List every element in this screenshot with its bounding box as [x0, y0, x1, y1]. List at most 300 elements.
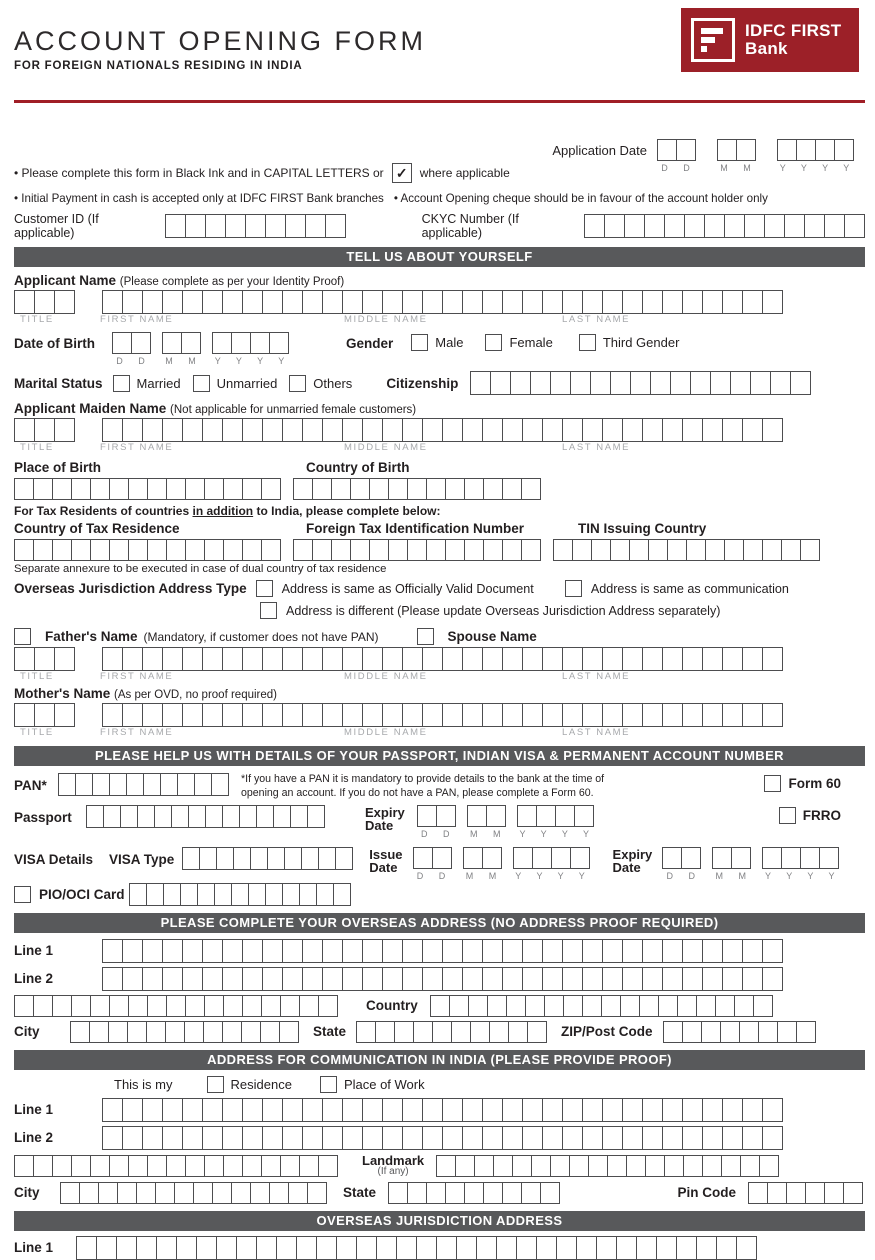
char-box[interactable] [128, 1155, 148, 1177]
char-box[interactable] [722, 1126, 743, 1150]
country-of-birth-input[interactable] [293, 478, 541, 500]
passport-expiry-mm-boxes[interactable] [467, 805, 506, 827]
char-box[interactable] [542, 290, 563, 314]
visa-type-input[interactable] [182, 847, 353, 870]
char-box[interactable] [522, 939, 543, 963]
char-box[interactable] [493, 1155, 513, 1177]
char-box[interactable] [269, 1182, 289, 1204]
char-box[interactable] [34, 647, 55, 671]
char-box[interactable] [602, 1126, 623, 1150]
char-box[interactable] [562, 703, 583, 727]
char-box[interactable] [622, 418, 643, 442]
char-box[interactable] [265, 883, 283, 906]
char-box[interactable] [312, 478, 332, 500]
applicant-title-input[interactable] [14, 290, 75, 314]
char-box[interactable] [722, 418, 743, 442]
char-box[interactable] [222, 1126, 243, 1150]
char-box[interactable] [522, 1098, 543, 1122]
jurisdiction-line1-input[interactable] [76, 1236, 757, 1260]
char-box[interactable] [422, 290, 443, 314]
char-box[interactable] [162, 967, 183, 991]
char-box[interactable] [103, 805, 121, 828]
char-box[interactable] [302, 967, 323, 991]
dob-mm-boxes[interactable] [162, 332, 201, 354]
char-box[interactable] [402, 703, 423, 727]
char-box[interactable] [284, 847, 302, 870]
char-box[interactable] [742, 967, 763, 991]
char-box[interactable] [834, 139, 854, 161]
char-box[interactable] [626, 1155, 646, 1177]
char-box[interactable] [482, 1098, 503, 1122]
char-box[interactable] [426, 539, 446, 561]
char-box[interactable] [442, 418, 463, 442]
visa-expiry-mm-boxes[interactable] [712, 847, 751, 869]
char-box[interactable] [33, 1155, 53, 1177]
char-box[interactable] [205, 805, 223, 828]
char-box[interactable] [302, 703, 323, 727]
char-box[interactable] [682, 1126, 703, 1150]
char-box[interactable] [342, 967, 363, 991]
char-box[interactable] [662, 847, 682, 869]
char-box[interactable] [120, 805, 138, 828]
char-box[interactable] [662, 967, 683, 991]
char-box[interactable] [71, 1155, 91, 1177]
char-box[interactable] [196, 1236, 217, 1260]
char-box[interactable] [375, 1021, 395, 1043]
overseas-state-input[interactable] [356, 1021, 547, 1043]
char-box[interactable] [382, 703, 403, 727]
visa-issue-dd-boxes[interactable] [413, 847, 452, 869]
char-box[interactable] [705, 539, 725, 561]
char-box[interactable] [743, 539, 763, 561]
oja-same-as-ovd-checkbox[interactable] [256, 580, 273, 597]
char-box[interactable] [712, 847, 732, 869]
char-box[interactable] [174, 1182, 194, 1204]
overseas-zip-input[interactable] [663, 1021, 816, 1043]
char-box[interactable] [316, 1236, 337, 1260]
char-box[interactable] [242, 647, 263, 671]
char-box[interactable] [262, 290, 283, 314]
char-box[interactable] [222, 418, 243, 442]
char-box[interactable] [71, 995, 91, 1017]
char-box[interactable] [204, 539, 224, 561]
char-box[interactable] [322, 418, 343, 442]
char-box[interactable] [307, 805, 325, 828]
char-box[interactable] [396, 1236, 417, 1260]
char-box[interactable] [147, 539, 167, 561]
char-box[interactable] [102, 939, 123, 963]
char-box[interactable] [582, 967, 603, 991]
char-box[interactable] [242, 1126, 263, 1150]
char-box[interactable] [122, 647, 143, 671]
char-box[interactable] [142, 939, 163, 963]
char-box[interactable] [739, 1021, 759, 1043]
char-box[interactable] [462, 647, 483, 671]
place-of-work-checkbox[interactable] [320, 1076, 337, 1093]
char-box[interactable] [293, 539, 313, 561]
char-box[interactable] [556, 1236, 577, 1260]
country-of-tax-residence-input[interactable] [14, 539, 281, 561]
char-box[interactable] [702, 703, 723, 727]
char-box[interactable] [562, 1098, 583, 1122]
char-box[interactable] [162, 290, 183, 314]
char-box[interactable] [502, 647, 523, 671]
char-box[interactable] [301, 847, 319, 870]
char-box[interactable] [525, 995, 545, 1017]
char-box[interactable] [422, 647, 443, 671]
char-box[interactable] [786, 1182, 806, 1204]
char-box[interactable] [596, 1236, 617, 1260]
char-box[interactable] [102, 703, 123, 727]
char-box[interactable] [242, 478, 262, 500]
char-box[interactable] [362, 290, 383, 314]
char-box[interactable] [517, 805, 537, 827]
char-box[interactable] [777, 1021, 797, 1043]
char-box[interactable] [742, 418, 763, 442]
char-box[interactable] [462, 290, 483, 314]
char-box[interactable] [331, 478, 351, 500]
char-box[interactable] [282, 647, 303, 671]
char-box[interactable] [163, 883, 181, 906]
char-box[interactable] [502, 418, 523, 442]
char-box[interactable] [202, 290, 223, 314]
char-box[interactable] [582, 995, 602, 1017]
overseas-line3-input[interactable] [14, 995, 338, 1017]
char-box[interactable] [636, 1236, 657, 1260]
char-box[interactable] [280, 1155, 300, 1177]
char-box[interactable] [212, 332, 232, 354]
char-box[interactable] [702, 939, 723, 963]
char-box[interactable] [516, 1236, 537, 1260]
char-box[interactable] [804, 214, 825, 238]
passport-number-input[interactable] [86, 805, 325, 828]
char-box[interactable] [265, 214, 286, 238]
char-box[interactable] [182, 647, 203, 671]
char-box[interactable] [305, 214, 326, 238]
char-box[interactable] [676, 1236, 697, 1260]
char-box[interactable] [185, 995, 205, 1017]
char-box[interactable] [521, 478, 541, 500]
char-box[interactable] [562, 418, 583, 442]
char-box[interactable] [602, 939, 623, 963]
char-box[interactable] [282, 883, 300, 906]
char-box[interactable] [402, 290, 423, 314]
char-box[interactable] [662, 647, 683, 671]
char-box[interactable] [602, 290, 623, 314]
char-box[interactable] [362, 1126, 383, 1150]
char-box[interactable] [302, 290, 323, 314]
char-box[interactable] [262, 939, 283, 963]
char-box[interactable] [722, 703, 743, 727]
char-box[interactable] [762, 703, 783, 727]
char-box[interactable] [142, 418, 163, 442]
char-box[interactable] [432, 1021, 452, 1043]
char-box[interactable] [462, 967, 483, 991]
pio-oci-checkbox[interactable] [14, 886, 31, 903]
char-box[interactable] [299, 995, 319, 1017]
char-box[interactable] [463, 847, 483, 869]
char-box[interactable] [630, 371, 651, 395]
char-box[interactable] [248, 883, 266, 906]
char-box[interactable] [204, 478, 224, 500]
char-box[interactable] [506, 995, 526, 1017]
char-box[interactable] [362, 1098, 383, 1122]
char-box[interactable] [512, 1155, 532, 1177]
char-box[interactable] [710, 371, 731, 395]
char-box[interactable] [682, 1098, 703, 1122]
char-box[interactable] [550, 1155, 570, 1177]
char-box[interactable] [722, 967, 743, 991]
char-box[interactable] [777, 139, 797, 161]
char-box[interactable] [642, 1098, 663, 1122]
char-box[interactable] [350, 478, 370, 500]
char-box[interactable] [216, 1236, 237, 1260]
char-box[interactable] [302, 647, 323, 671]
char-box[interactable] [496, 1236, 517, 1260]
char-box[interactable] [92, 773, 110, 796]
spouse-name-checkbox[interactable] [417, 628, 434, 645]
char-box[interactable] [442, 647, 463, 671]
char-box[interactable] [382, 1098, 403, 1122]
char-box[interactable] [14, 290, 35, 314]
char-box[interactable] [197, 883, 215, 906]
char-box[interactable] [214, 883, 232, 906]
third-gender-checkbox[interactable] [579, 334, 596, 351]
char-box[interactable] [582, 703, 603, 727]
char-box[interactable] [622, 703, 643, 727]
char-box[interactable] [462, 1098, 483, 1122]
char-box[interactable] [602, 647, 623, 671]
char-box[interactable] [422, 1126, 443, 1150]
char-box[interactable] [451, 1021, 471, 1043]
place-of-birth-input[interactable] [14, 478, 281, 500]
char-box[interactable] [542, 967, 563, 991]
char-box[interactable] [312, 539, 332, 561]
char-box[interactable] [436, 1155, 456, 1177]
unmarried-checkbox[interactable] [193, 375, 210, 392]
char-box[interactable] [256, 1236, 277, 1260]
char-box[interactable] [402, 1098, 423, 1122]
char-box[interactable] [342, 290, 363, 314]
india-state-input[interactable] [388, 1182, 560, 1204]
char-box[interactable] [758, 1021, 778, 1043]
char-box[interactable] [662, 290, 683, 314]
char-box[interactable] [416, 1236, 437, 1260]
char-box[interactable] [644, 214, 665, 238]
char-box[interactable] [136, 1182, 156, 1204]
char-box[interactable] [467, 805, 487, 827]
char-box[interactable] [462, 418, 483, 442]
dob-yyyy-boxes[interactable] [212, 332, 289, 354]
char-box[interactable] [256, 805, 274, 828]
char-box[interactable] [736, 139, 756, 161]
char-box[interactable] [262, 647, 283, 671]
mother-title-input[interactable] [14, 703, 75, 727]
char-box[interactable] [112, 332, 132, 354]
char-box[interactable] [784, 214, 805, 238]
char-box[interactable] [250, 847, 268, 870]
char-box[interactable] [470, 371, 491, 395]
char-box[interactable] [233, 847, 251, 870]
char-box[interactable] [742, 290, 763, 314]
char-box[interactable] [482, 967, 503, 991]
char-box[interactable] [407, 478, 427, 500]
char-box[interactable] [182, 1098, 203, 1122]
char-box[interactable] [52, 1155, 72, 1177]
fathers-name-checkbox[interactable] [14, 628, 31, 645]
char-box[interactable] [14, 539, 34, 561]
char-box[interactable] [843, 1182, 863, 1204]
char-box[interactable] [356, 1021, 376, 1043]
char-box[interactable] [342, 703, 363, 727]
char-box[interactable] [203, 1021, 223, 1043]
char-box[interactable] [521, 1182, 541, 1204]
char-box[interactable] [202, 967, 223, 991]
char-box[interactable] [702, 290, 723, 314]
char-box[interactable] [502, 539, 522, 561]
char-box[interactable] [544, 995, 564, 1017]
char-box[interactable] [242, 1155, 262, 1177]
applicant-fullname-input[interactable] [102, 290, 783, 314]
char-box[interactable] [607, 1155, 627, 1177]
char-box[interactable] [562, 290, 583, 314]
char-box[interactable] [76, 1236, 97, 1260]
char-box[interactable] [464, 1182, 484, 1204]
char-box[interactable] [262, 418, 283, 442]
char-box[interactable] [584, 214, 605, 238]
char-box[interactable] [362, 647, 383, 671]
char-box[interactable] [570, 371, 591, 395]
char-box[interactable] [445, 539, 465, 561]
char-box[interactable] [250, 332, 270, 354]
char-box[interactable] [781, 847, 801, 869]
char-box[interactable] [342, 647, 363, 671]
char-box[interactable] [658, 995, 678, 1017]
foreign-tin-input[interactable] [293, 539, 541, 561]
char-box[interactable] [642, 647, 663, 671]
char-box[interactable] [762, 647, 783, 671]
char-box[interactable] [261, 478, 281, 500]
char-box[interactable] [731, 847, 751, 869]
char-box[interactable] [402, 967, 423, 991]
char-box[interactable] [824, 214, 845, 238]
char-box[interactable] [166, 539, 186, 561]
char-box[interactable] [176, 1236, 197, 1260]
char-box[interactable] [290, 805, 308, 828]
char-box[interactable] [322, 939, 343, 963]
char-box[interactable] [551, 847, 571, 869]
char-box[interactable] [14, 703, 35, 727]
char-box[interactable] [742, 939, 763, 963]
char-box[interactable] [464, 539, 484, 561]
char-box[interactable] [550, 371, 571, 395]
char-box[interactable] [767, 1182, 787, 1204]
char-box[interactable] [513, 847, 533, 869]
char-box[interactable] [202, 418, 223, 442]
char-box[interactable] [542, 939, 563, 963]
char-box[interactable] [430, 995, 450, 1017]
char-box[interactable] [796, 1021, 816, 1043]
char-box[interactable] [762, 539, 782, 561]
char-box[interactable] [620, 995, 640, 1017]
mother-fullname-input[interactable] [102, 703, 783, 727]
char-box[interactable] [722, 1098, 743, 1122]
char-box[interactable] [716, 1236, 737, 1260]
char-box[interactable] [166, 995, 186, 1017]
visa-issue-mm-boxes[interactable] [463, 847, 502, 869]
char-box[interactable] [382, 290, 403, 314]
char-box[interactable] [222, 647, 243, 671]
char-box[interactable] [382, 967, 403, 991]
char-box[interactable] [14, 995, 34, 1017]
maiden-title-input[interactable] [14, 418, 75, 442]
char-box[interactable] [486, 805, 506, 827]
char-box[interactable] [182, 703, 203, 727]
char-box[interactable] [622, 1126, 643, 1150]
char-box[interactable] [762, 939, 783, 963]
char-box[interactable] [202, 939, 223, 963]
char-box[interactable] [102, 1098, 123, 1122]
char-box[interactable] [639, 995, 659, 1017]
oja-same-as-communication-checkbox[interactable] [565, 580, 582, 597]
overseas-line2-input[interactable] [102, 967, 783, 991]
char-box[interactable] [562, 1126, 583, 1150]
char-box[interactable] [222, 703, 243, 727]
char-box[interactable] [742, 647, 763, 671]
char-box[interactable] [442, 1126, 463, 1150]
char-box[interactable] [242, 995, 262, 1017]
char-box[interactable] [204, 1155, 224, 1177]
char-box[interactable] [502, 1126, 523, 1150]
char-box[interactable] [129, 883, 147, 906]
char-box[interactable] [407, 1182, 427, 1204]
char-box[interactable] [422, 1098, 443, 1122]
char-box[interactable] [122, 967, 143, 991]
char-box[interactable] [122, 1098, 143, 1122]
char-box[interactable] [482, 418, 503, 442]
char-box[interactable] [445, 478, 465, 500]
char-box[interactable] [417, 805, 437, 827]
char-box[interactable] [422, 967, 443, 991]
char-box[interactable] [182, 418, 203, 442]
dob-dd-boxes[interactable] [112, 332, 151, 354]
char-box[interactable] [530, 371, 551, 395]
char-box[interactable] [162, 332, 182, 354]
char-box[interactable] [645, 1155, 665, 1177]
char-box[interactable] [521, 539, 541, 561]
char-box[interactable] [222, 1021, 242, 1043]
char-box[interactable] [540, 1182, 560, 1204]
char-box[interactable] [282, 290, 303, 314]
char-box[interactable] [70, 1021, 90, 1043]
char-box[interactable] [322, 290, 343, 314]
char-box[interactable] [147, 995, 167, 1017]
char-box[interactable] [824, 1182, 844, 1204]
char-box[interactable] [231, 332, 251, 354]
char-box[interactable] [844, 214, 865, 238]
char-box[interactable] [582, 647, 603, 671]
char-box[interactable] [231, 1182, 251, 1204]
char-box[interactable] [664, 1155, 684, 1177]
char-box[interactable] [442, 703, 463, 727]
char-box[interactable] [182, 847, 200, 870]
char-box[interactable] [722, 290, 743, 314]
char-box[interactable] [722, 939, 743, 963]
char-box[interactable] [185, 478, 205, 500]
char-box[interactable] [280, 995, 300, 1017]
char-box[interactable] [445, 1182, 465, 1204]
char-box[interactable] [602, 703, 623, 727]
